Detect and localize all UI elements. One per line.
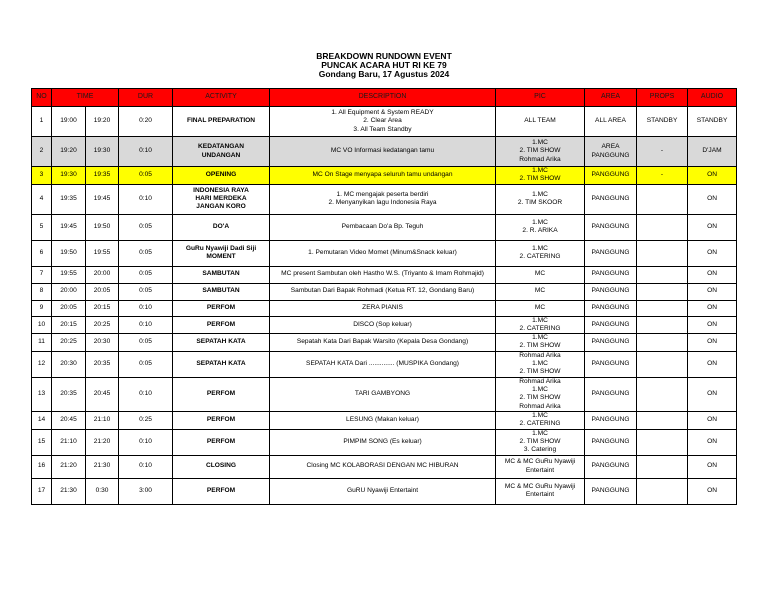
cell-description-line: Pembacaan Do'a Bp. Teguh [341,222,424,230]
cell-activity-line: PERFOM [206,437,236,445]
cell-no: 4 [32,184,52,214]
cell-description [270,137,496,167]
cell-props [637,351,688,377]
table-row [32,240,737,266]
cell-time-start: 19:00 [52,107,86,137]
cell-activity-line: PERFOM [206,320,236,328]
cell-no: 11 [32,334,52,352]
cell-description [270,377,496,411]
cell-pic [496,429,585,455]
cell-activity [173,351,270,377]
cell-pic [496,411,585,429]
cell-dur: 0:05 [119,167,173,185]
cell-dur: 0:20 [119,107,173,137]
cell-description [270,214,496,240]
cell-activity [173,214,270,240]
header-description: DESCRIPTION [270,89,496,107]
table-row [32,455,737,478]
cell-pic-line: 3. Catering [523,446,557,454]
cell-activity [173,184,270,214]
cell-audio: STANDBY [688,107,737,137]
cell-area: PANGGUNG [585,429,637,455]
cell-description [270,429,496,455]
cell-pic-line: MC [534,287,546,295]
cell-dur: 0:05 [119,240,173,266]
cell-activity-line: INDONESIA RAYA [193,186,249,194]
cell-pic [496,334,585,352]
cell-pic-line: 2. TIM SHOW [519,437,561,445]
cell-dur: 0:10 [119,184,173,214]
cell-time-end: 19:50 [86,214,119,240]
cell-no: 9 [32,300,52,316]
cell-props: STANDBY [637,107,688,137]
cell-pic [496,107,585,137]
cell-dur: 0:10 [119,300,173,316]
cell-audio: ON [688,411,737,429]
table-row [32,377,737,411]
cell-activity-line: SEPATAH KATA [196,338,246,346]
cell-pic-line: Entertaint [525,466,555,474]
cell-props [637,300,688,316]
cell-time-start: 20:35 [52,377,86,411]
cell-activity-line: PERFOM [206,486,236,494]
cell-pic-line: 2. CATERING [519,324,561,332]
cell-activity-line: OPENING [205,171,237,179]
cell-audio: ON [688,300,737,316]
cell-audio: ON [688,334,737,352]
cell-dur: 0:10 [119,455,173,478]
cell-dur: 0:25 [119,411,173,429]
cell-pic-line: 1.MC [532,316,548,324]
cell-pic-line: 1.MC [532,244,548,252]
cell-description-line: GuRU Nyawiji Entertaint [346,486,419,494]
cell-pic-line: 2. TIM SHOW [519,147,561,155]
cell-activity-line: SEPATAH KATA [196,360,246,368]
table-row [32,300,737,316]
table-row [32,411,737,429]
cell-pic-line: ALL TEAM [524,117,556,125]
rundown-table [31,88,737,505]
cell-activity [173,240,270,266]
cell-time-end: 19:20 [86,107,119,137]
title-line-2: PUNCAK ACARA HUT RI KE 79 [321,60,447,70]
table-row [32,214,737,240]
cell-pic [496,214,585,240]
cell-description-line: SEPATAH KATA Dari .............. (MUSPIKA Gondang) [306,360,459,368]
cell-pic [496,167,585,185]
cell-audio: ON [688,478,737,504]
cell-description [270,334,496,352]
cell-pic-line: 1.MC [532,429,548,437]
cell-no: 3 [32,167,52,185]
cell-audio: D'JAM [688,137,737,167]
cell-description [270,351,496,377]
cell-dur: 0:05 [119,334,173,352]
cell-description-line: DISCO (Sop keluar) [353,320,412,328]
cell-props: - [637,137,688,167]
table-row [32,429,737,455]
cell-pic [496,478,585,504]
cell-pic-line: 1.MC [532,190,548,198]
cell-props [637,316,688,334]
cell-props [637,377,688,411]
cell-activity [173,137,270,167]
cell-pic-line: MC & MC GuRu Nyawiji [504,482,576,490]
cell-description [270,107,496,137]
cell-pic-line: 1.MC [532,360,548,368]
cell-time-end: 20:25 [86,316,119,334]
cell-props [637,283,688,300]
cell-description-line: MC present Sambutan oleh Hastho W.S. (Triyanto & Imam Rohmajid) [281,270,484,278]
cell-props [637,411,688,429]
table-body [32,107,737,505]
cell-activity [173,300,270,316]
cell-audio: ON [688,214,737,240]
cell-description-line: MC VO Informasi kedatangan tamu [330,147,435,155]
cell-area: PANGGUNG [585,377,637,411]
cell-audio: ON [688,377,737,411]
cell-description-line: PIMPIM SONG (Es keluar) [343,437,422,445]
cell-audio: ON [688,266,737,283]
cell-activity-line: KEDATANGAN [198,143,244,151]
cell-props [637,334,688,352]
cell-no: 8 [32,283,52,300]
cell-pic-line: 1.MC [532,334,548,342]
cell-description-line: Sambutan Dari Bapak Rohmadi (Ketua RT. 12, Gondang Baru) [290,287,475,295]
cell-pic [496,455,585,478]
cell-time-end: 20:45 [86,377,119,411]
cell-dur: 0:05 [119,351,173,377]
cell-activity-line: CLOSING [205,462,237,470]
cell-props [637,240,688,266]
cell-time-start: 20:00 [52,283,86,300]
cell-props [637,429,688,455]
header-area: AREA [585,89,637,107]
cell-dur: 0:10 [119,429,173,455]
cell-activity-line: JANGAN KORO [196,203,246,211]
cell-time-end: 19:30 [86,137,119,167]
table-row [32,316,737,334]
cell-time-end: 19:55 [86,240,119,266]
cell-description [270,266,496,283]
cell-time-start: 21:10 [52,429,86,455]
cell-activity-line: UNDANGAN [201,151,241,159]
cell-description-line: ZERA PIANIS [362,303,403,311]
cell-pic-line: 1.MC [532,386,548,394]
cell-pic-line: 2. TIM SHOW [519,342,561,350]
cell-pic-line: Rohmad Arika [519,155,561,163]
cell-activity [173,107,270,137]
table-row [32,107,737,137]
table-row [32,167,737,185]
cell-pic-line: 2. CATERING [519,420,561,428]
cell-props [637,478,688,504]
table-row [32,137,737,167]
cell-no: 15 [32,429,52,455]
table-row [32,283,737,300]
cell-pic [496,240,585,266]
cell-area: PANGGUNG [585,455,637,478]
cell-activity-line: SAMBUTAN [202,270,240,278]
cell-activity [173,377,270,411]
cell-pic-line: Rohmad Arika [519,377,561,385]
cell-description [270,184,496,214]
cell-pic-line: 1.MC [532,411,548,419]
cell-time-start: 19:50 [52,240,86,266]
cell-pic [496,316,585,334]
title-line-3: Gondang Baru, 17 Agustus 2024 [318,69,450,79]
cell-time-end: 0:30 [86,478,119,504]
cell-pic [496,184,585,214]
cell-pic-line: 1.MC [532,167,548,174]
cell-description [270,283,496,300]
cell-dur: 0:05 [119,266,173,283]
cell-audio: ON [688,351,737,377]
cell-description-line: Sepatah Kata Dari Bapak Warsito (Kepala Desa Gondang) [296,338,469,346]
cell-pic [496,300,585,316]
cell-description [270,411,496,429]
cell-time-end: 21:30 [86,455,119,478]
cell-activity [173,478,270,504]
cell-activity-line: PERFOM [206,416,236,424]
cell-pic-line: Rohmad Arika [519,402,561,410]
cell-audio: ON [688,455,737,478]
cell-no: 16 [32,455,52,478]
cell-area: PANGGUNG [585,411,637,429]
cell-dur: 0:10 [119,377,173,411]
cell-time-end: 21:20 [86,429,119,455]
cell-activity-line: SAMBUTAN [202,287,240,295]
cell-audio: ON [688,429,737,455]
table-header-row [32,89,737,107]
cell-pic-line: Rohmad Arika [519,351,561,359]
cell-no: 17 [32,478,52,504]
cell-description [270,478,496,504]
table-row [32,351,737,377]
cell-pic [496,137,585,167]
cell-area: PANGGUNG [585,300,637,316]
cell-area: PANGGUNG [585,240,637,266]
cell-activity-line: DO'A [212,222,230,230]
cell-area: PANGGUNG [585,266,637,283]
cell-activity-line: FINAL PREPARATION [186,117,256,125]
cell-dur: 0:10 [119,137,173,167]
cell-pic-line: MC [534,303,546,311]
cell-activity [173,455,270,478]
cell-pic-line: 2. TIM SKOOR [517,199,563,207]
cell-time-start: 20:25 [52,334,86,352]
cell-time-start: 21:20 [52,455,86,478]
cell-no: 1 [32,107,52,137]
header-props: PROPS [637,89,688,107]
cell-time-start: 20:15 [52,316,86,334]
table-row [32,334,737,352]
cell-activity [173,283,270,300]
cell-description [270,167,496,185]
cell-no: 10 [32,316,52,334]
cell-activity [173,167,270,185]
header-time: TIME [52,89,119,107]
title-line-1: BREAKDOWN RUNDOWN EVENT [316,51,452,61]
cell-pic-line: 2. CATERING [519,253,561,261]
cell-activity [173,429,270,455]
cell-no: 2 [32,137,52,167]
cell-dur: 0:05 [119,283,173,300]
header-no: NO [32,89,52,107]
cell-description-line: 3. All Team Standby [353,125,412,133]
cell-activity-line: MOMENT [206,253,236,261]
cell-no: 6 [32,240,52,266]
cell-pic-line: 1.MC [532,218,548,226]
cell-pic-line: 1.MC [532,139,548,147]
cell-time-start: 20:30 [52,351,86,377]
cell-time-start: 21:30 [52,478,86,504]
cell-time-start: 20:05 [52,300,86,316]
cell-description-line: 1. All Equipment & System READY [331,109,434,117]
cell-pic [496,351,585,377]
cell-description [270,240,496,266]
cell-description-line: 2. Clear Area [363,117,402,125]
cell-props [637,455,688,478]
cell-area: PANGGUNG [585,478,637,504]
cell-description-line: MC On Stage menyapa seluruh tamu undangan [312,171,453,179]
cell-pic-line: 2. TIM SHOW [519,175,561,183]
cell-pic-line: 2. TIM SHOW [519,394,561,402]
cell-props [637,266,688,283]
cell-activity-line: HARI MERDEKA [195,194,247,202]
cell-audio: ON [688,167,737,185]
table-row [32,478,737,504]
cell-time-end: 21:10 [86,411,119,429]
cell-description-line: TARI GAMBYONG [354,390,411,398]
cell-time-start: 19:35 [52,184,86,214]
cell-area: AREA PANGGUNG [585,137,637,167]
cell-no: 5 [32,214,52,240]
cell-description [270,316,496,334]
cell-description-line: Closing MC KOLABORASI DENGAN MC HIBURAN [306,462,459,470]
cell-area: PANGGUNG [585,184,637,214]
cell-no: 14 [32,411,52,429]
cell-time-end: 20:35 [86,351,119,377]
cell-audio: ON [688,316,737,334]
table-row [32,266,737,283]
cell-description [270,455,496,478]
cell-area: PANGGUNG [585,167,637,185]
cell-time-start: 19:30 [52,167,86,185]
cell-time-start: 19:45 [52,214,86,240]
cell-no: 7 [32,266,52,283]
cell-description-line: 1. Pemutaran Video Momet (Minum&Snack keluar) [308,248,457,256]
cell-pic-line: 2. R. ARIKA [522,227,558,235]
cell-pic-line: Entertaint [525,491,555,499]
cell-pic [496,283,585,300]
cell-activity-line: PERFOM [206,303,236,311]
cell-props [637,214,688,240]
document-title [0,52,768,79]
table-row [32,184,737,214]
cell-time-end: 19:45 [86,184,119,214]
cell-time-end: 19:35 [86,167,119,185]
cell-pic-line: 2. TIM SHOW [519,368,561,376]
cell-area: PANGGUNG [585,214,637,240]
header-activity: ACTIVITY [173,89,270,107]
cell-time-end: 20:05 [86,283,119,300]
cell-description-line: LESUNG (Makan keluar) [346,416,419,424]
cell-audio: ON [688,184,737,214]
cell-no: 13 [32,377,52,411]
cell-description-line: 1. MC mengajak peserta berdiri [336,190,429,198]
header-pic: PIC [496,89,585,107]
cell-area: PANGGUNG [585,283,637,300]
cell-area: PANGGUNG [585,316,637,334]
cell-audio: ON [688,283,737,300]
cell-activity-line: GuRu Nyawiji Dadi Siji [185,244,257,252]
header-audio: AUDIO [688,89,737,107]
cell-pic [496,377,585,411]
cell-dur: 0:05 [119,214,173,240]
cell-area: PANGGUNG [585,334,637,352]
cell-props: - [637,167,688,185]
cell-description [270,300,496,316]
cell-props [637,184,688,214]
cell-no: 12 [32,351,52,377]
cell-pic-line: MC & MC GuRu Nyawiji [504,458,576,466]
cell-time-start: 19:20 [52,137,86,167]
cell-pic-line: MC [534,270,546,278]
cell-audio: ON [688,240,737,266]
cell-time-start: 19:55 [52,266,86,283]
cell-dur: 3:00 [119,478,173,504]
cell-activity [173,266,270,283]
cell-time-end: 20:30 [86,334,119,352]
cell-pic [496,266,585,283]
cell-activity-line: PERFOM [206,390,236,398]
cell-time-end: 20:15 [86,300,119,316]
cell-time-start: 20:45 [52,411,86,429]
cell-area: PANGGUNG [585,351,637,377]
cell-time-end: 20:00 [86,266,119,283]
cell-activity [173,334,270,352]
cell-area: ALL AREA [585,107,637,137]
cell-dur: 0:10 [119,316,173,334]
cell-description-line: 2. Menyanyikan lagu Indonesia Raya [328,199,437,207]
cell-activity [173,411,270,429]
cell-activity [173,316,270,334]
header-dur: DUR [119,89,173,107]
